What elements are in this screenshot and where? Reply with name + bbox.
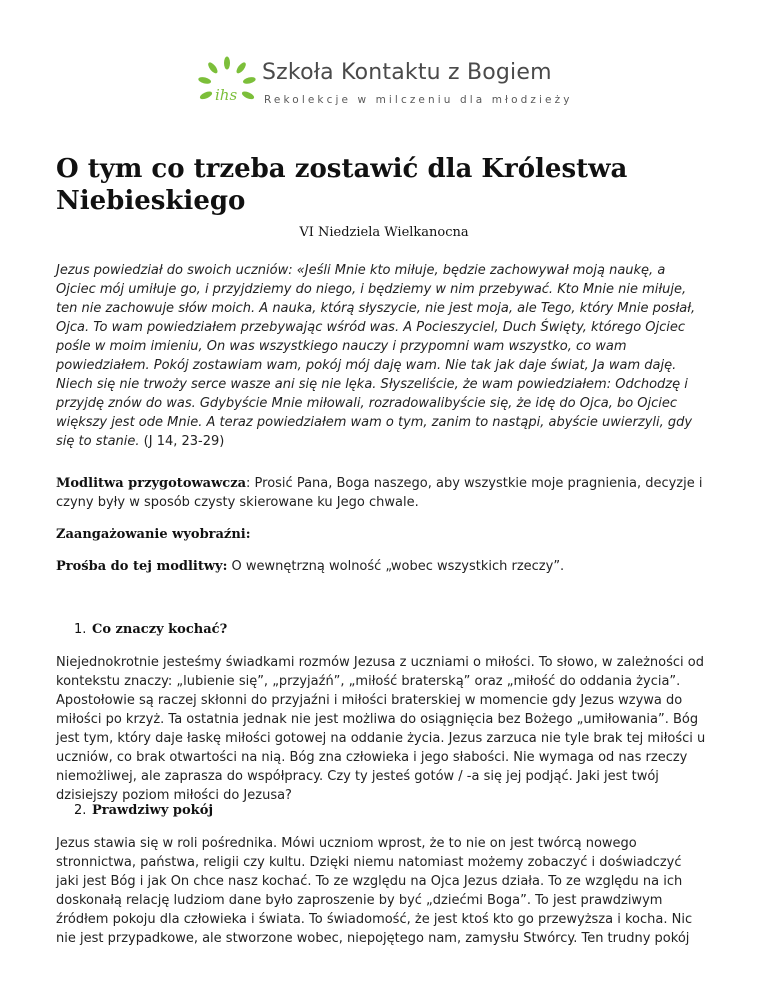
imagination-paragraph xyxy=(56,525,706,544)
section-paragraph: Jezus stawia się w roli pośrednika. Mówi uczniom wprost, że to nie on jest twórcą nowego stronnictwa, państwa, religii czy kultu. Dzięki niemu natomiast możemy zobaczyć i doświadczyć jaki jest Bóg i jak On chce nasz kochać. To ze względu na Ojca Jezus działa. To ze względu na ich doskonałą relację ludziom dane było zaproszenie by być „dziećmi Boga”. To jest prawdziwym źródłem pokoju dla człowieka i świata. To świadomość, że jest ktoś kto go przewyższa i kocha. Nic nie jest przypadkowe, ale stworzone wobec, niepojętego nam, zamysłu Stwórcy. Ten trudny pokój xyxy=(56,836,693,946)
request-text: O wewnętrzną wolność „wobec wszystkich rzeczy”. xyxy=(227,559,565,574)
scripture-text: Jezus powiedział do swoich uczniów: «Jeśli Mnie kto miłuje, będzie zachowywał moją naukę, a Ojciec mój umiłuje go, i przyjdziemy do niego, i będziemy w nim przebywać. Kto Mnie nie miłuje, ten nie zachowuje słów moich. A nauka, którą słyszycie, nie jest moja, ale Tego, który Mnie posłał, Ojca. To wam powiedziałem przebywając wśród was. A Pocieszyciel, Duch Święty, którego Ojciec pośle w moim imieniu, On was wszystkiego nauczy i przypomni wam wszystko, co wam powiedziałem. Pokój zostawiam wam, pokój mój daję wam. Nie tak jak daje świat, Ja wam daję. Niech się nie trwoży serce wasze ani się nie lęka. Słyszeliście, że wam powiedziałem: Odchodzę i przyjdę znów do was. Gdybyście Mnie miłowali, rozradowalibyście się, że idę do Ojca, bo Ojciec większy jest ode Mnie. A teraz powiedziałem wam o tym, zanim to nastąpi, abyście uwierzyli, gdy się to stanie. xyxy=(56,263,696,449)
section-paragraph: Niejednokrotnie jesteśmy świadkami rozmów Jezusa z uczniami o miłości. To słowo, w zależności od kontekstu znaczy: „lubienie się”, „przyjaźń”, „miłość braterską” oraz „miłość do oddania życia”. Apostołowie są raczej skłonni do przyjaźni i miłości braterskiej w momencie gdy Jezus wzywa do miłości po krzyż. Ta ostatnia jednak nie jest możliwa do osiągnięcia bez Bożego „umiłowania”. Bóg jest tym, który daje łaskę miłości gotowej na oddanie życia. Jezus zarzuca nie tyle brak tej miłości u uczniów, co brak otwartości na nią. Bóg zna człowieka i jego słabości. Nie wymaga od nas rzeczy niemożliwej, ale zaprasza do współpracy. Czy ty jesteś gotów / -a się jej podjąć. Jaki jest twój dzisiejszy poziom miłości do Jezusa? xyxy=(56,655,706,803)
request-label: Prośba do tej modlitwy: xyxy=(56,559,228,574)
request-paragraph xyxy=(56,557,706,576)
section-number: 1. xyxy=(74,622,87,637)
page-subtitle: VI Niedziela Wielkanocna xyxy=(299,225,469,240)
prayer-text: : Prosić Pana, Boga naszego, aby wszystkie moje pragnienia, decyzje i czyny były w sposób czysty skierowane ku Jego chwale. xyxy=(56,476,703,510)
scripture-reference: (J 14, 23-29) xyxy=(139,434,225,449)
logo-emblem-icon xyxy=(196,56,258,114)
svg-text:ihs: ihs xyxy=(215,86,238,104)
section-title: Co znaczy kochać? xyxy=(92,622,228,637)
scripture-passage xyxy=(56,261,706,451)
logo-subtitle: Rekolekcje w milczeniu dla młodzieży xyxy=(264,94,573,106)
section-number: 2. xyxy=(74,803,87,818)
logo xyxy=(196,56,596,114)
page-title: O tym co trzeba zostawić dla Królestwa Niebieskiego xyxy=(56,154,628,216)
prayer-label: Modlitwa przygotowawcza xyxy=(56,476,247,491)
logo-title: Szkoła Kontaktu z Bogiem xyxy=(262,60,552,85)
section-heading xyxy=(74,803,213,818)
prayer-paragraph xyxy=(56,474,706,512)
section-heading xyxy=(74,622,227,637)
section-title: Prawdziwy pokój xyxy=(92,803,214,818)
imagination-label: Zaangażowanie wyobraźni: xyxy=(56,527,251,542)
